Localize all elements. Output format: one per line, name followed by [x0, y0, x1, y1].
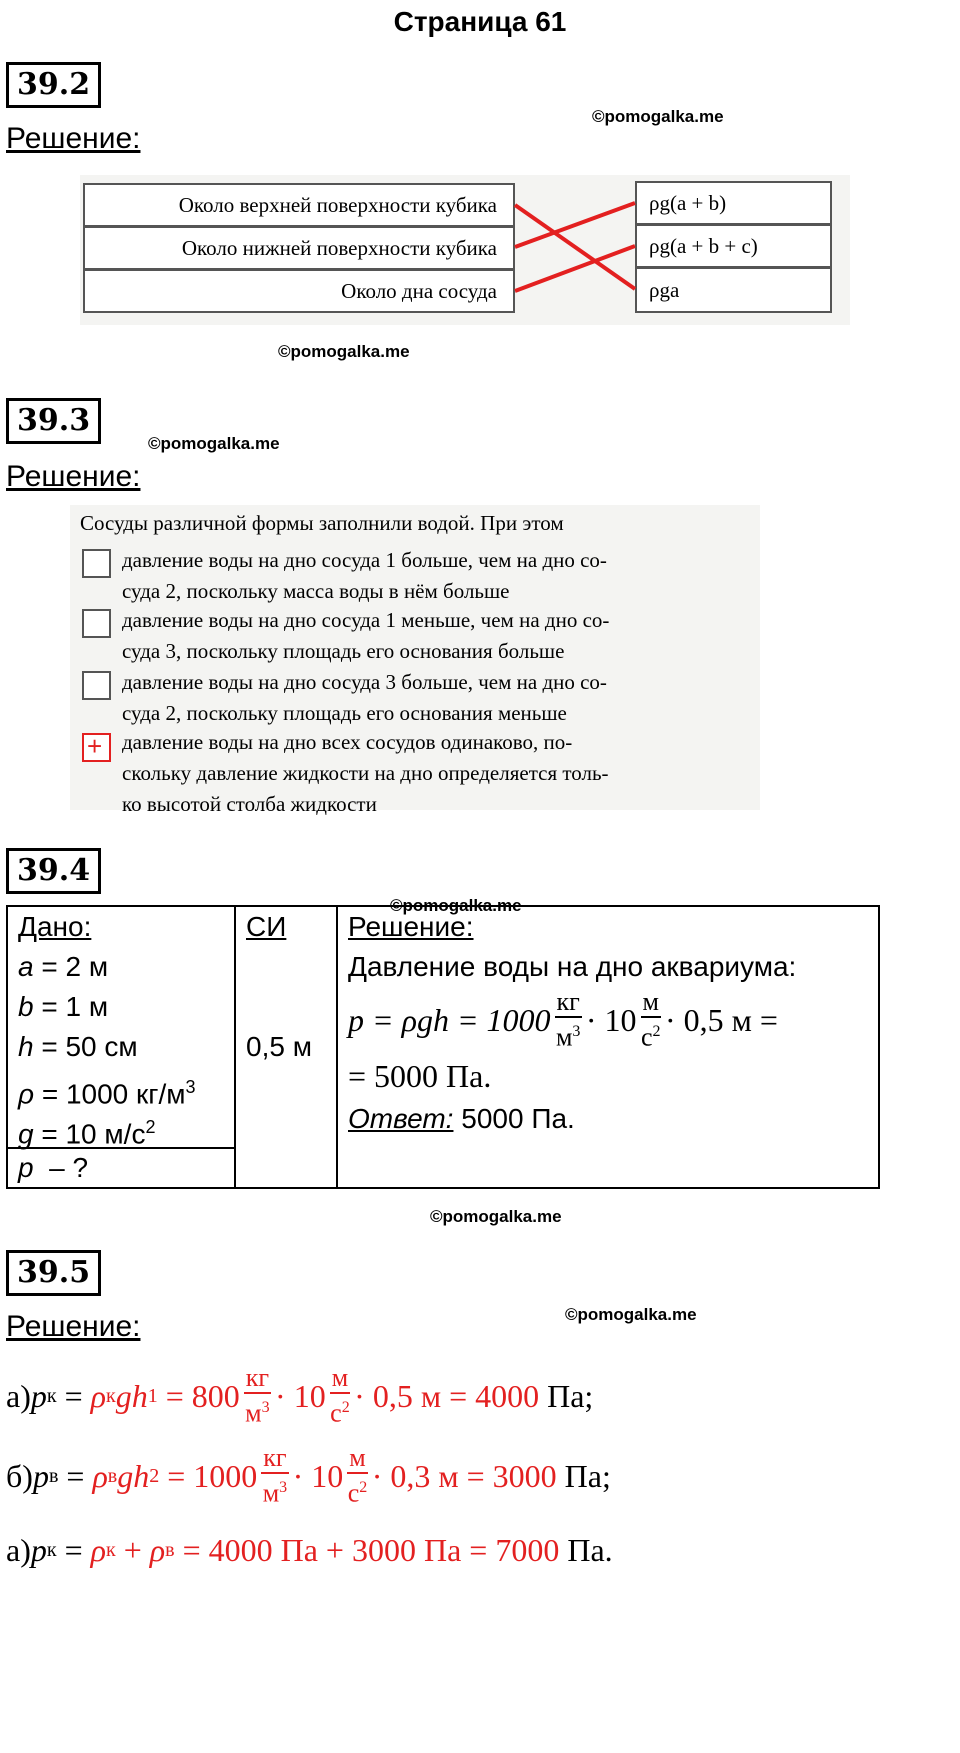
- option-4-text: давление воды на дно всех сосудов одинаково, по- скольку давление жидкости на дно определяется толь- ко высотой столба жидкости: [122, 730, 609, 816]
- checkbox-option-2[interactable]: [82, 609, 111, 638]
- task-number-39-3: 39.3: [6, 398, 101, 444]
- solution-label: Решение:: [6, 122, 141, 155]
- si-label: СИ: [246, 911, 287, 942]
- option-2-text: давление воды на дно сосуда 1 меньше, чем на дно со- суда 3, поскольку площадь его основания больше: [122, 608, 610, 663]
- find-cell: [7, 1148, 235, 1188]
- solution-label: Решение:: [6, 460, 141, 493]
- question-scan: [70, 505, 760, 816]
- match-line-1: [515, 205, 635, 289]
- find-p: p – ?: [18, 1152, 89, 1183]
- given-solution-table: [6, 905, 880, 1189]
- given-h: h = 50 см: [18, 1031, 138, 1062]
- checkmark-plus-icon: +: [87, 731, 103, 761]
- given-rho: ρ = 1000 $кг/м^3$: [18, 1077, 196, 1110]
- si-value: 0,5 м: [246, 1031, 312, 1062]
- left-item-2: Около нижней поверхности кубика: [83, 226, 515, 270]
- equation-c: а) p к = ρ к + ρ в = 4000 Па + 3000 Па = 7000 Па.: [6, 1531, 613, 1568]
- left-item-1: Около верхней поверхности кубика: [83, 183, 515, 227]
- watermark: ©pomogalka.me: [278, 342, 410, 361]
- match-line-2: [515, 203, 635, 247]
- right-item-3: ρga: [635, 267, 832, 313]
- task-number-39-5: 39.5: [6, 1250, 101, 1296]
- watermark: ©pomogalka.me: [592, 107, 724, 126]
- solution-label: Решение:: [6, 1310, 141, 1343]
- answer-line: Ответ: 5000 Па.: [348, 1103, 575, 1134]
- given-g: g = 10 $м/с^2$: [18, 1117, 156, 1150]
- equation-a: а) p к = ρ к gh 1 = 800 $\frac{кг}{м^3}$ · 10 $\frac{м}{с^2}$ · 0,5 м = 4000 Па;: [6, 1363, 594, 1428]
- checkbox-option-1[interactable]: [82, 549, 111, 578]
- match-line-3: [515, 246, 635, 291]
- given-cell: [7, 906, 235, 1148]
- pressure-result: = 5000 Па.: [348, 1058, 492, 1094]
- watermark: ©pomogalka.me: [565, 1305, 697, 1324]
- checkbox-option-4[interactable]: [82, 733, 111, 762]
- pressure-formula: p = ρgh = 1000 $\frac{кг}{м^3}$ · 10 $\frac{м}{с^2}$ · 0,5 м =: [348, 987, 778, 1052]
- equation-b: б) p в = ρ в gh 2 = 1000 $\frac{кг}{м^3}$ · 10 $\frac{м}{с^2}$ · 0,3 м = 3000 Па;: [6, 1443, 611, 1508]
- si-cell: [235, 906, 337, 1188]
- right-item-1: ρg(a + b): [635, 181, 832, 225]
- left-item-3: Около дна сосуда: [83, 269, 515, 313]
- task-number-39-4: 39.4: [6, 848, 101, 894]
- given-label: Дано:: [18, 911, 92, 942]
- question-text: Сосуды различной формы заполнили водой. При этом: [80, 511, 564, 535]
- solution-cell: [337, 906, 879, 1188]
- watermark: ©pomogalka.me: [390, 896, 522, 915]
- task-number-39-2: 39.2: [6, 62, 101, 108]
- option-3-text: давление воды на дно сосуда 3 больше, чем на дно со- суда 2, поскольку площадь его основания меньше: [122, 670, 607, 725]
- given-a: a = 2 м: [18, 951, 109, 982]
- right-item-2: ρg(a + b + c): [635, 224, 832, 268]
- solution-text: Давление воды на дно аквариума:: [348, 951, 797, 982]
- given-b: b = 1 м: [18, 991, 109, 1022]
- solution-label: Решение:: [348, 911, 474, 942]
- checkbox-option-3[interactable]: [82, 671, 111, 700]
- matching-scan: [80, 175, 850, 325]
- page-title: Страница 61: [393, 6, 567, 37]
- matching-lines: [80, 175, 850, 325]
- option-1-text: давление воды на дно сосуда 1 больше, чем на дно со- суда 2, поскольку масса воды в нём больше: [122, 548, 607, 603]
- watermark: ©pomogalka.me: [148, 434, 280, 453]
- watermark: ©pomogalka.me: [430, 1207, 562, 1226]
